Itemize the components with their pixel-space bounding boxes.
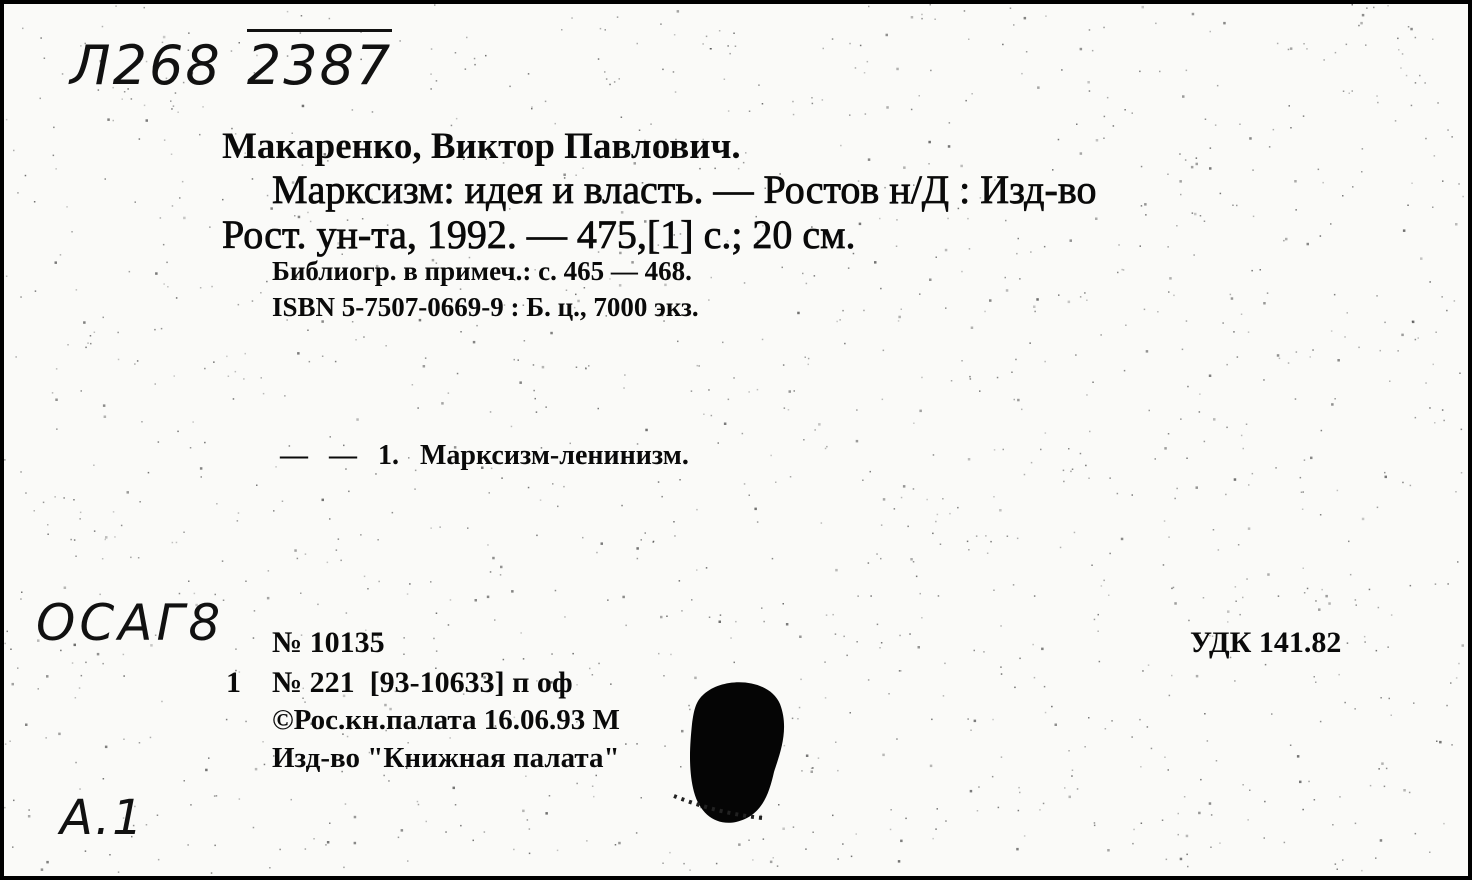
book-chamber-line: ©Рос.кн.палата 16.06.93 М (272, 704, 620, 736)
handwritten-mark: А.1 (60, 790, 145, 846)
copy-count: 1 (226, 666, 241, 699)
udk-code: УДК 141.82 (1190, 626, 1342, 659)
catalog-card (4, 4, 1468, 876)
blot-shape (690, 682, 784, 823)
handwritten-shelf-code: ОСАГ8 (36, 594, 225, 652)
author-heading: Макаренко, Виктор Павлович. (222, 126, 741, 167)
title-line-1: Марксизм: идея и власть. — Ростов н/Д : Изд-во (272, 167, 1097, 212)
record-number-2: № 221 [93-10633] п оф (272, 666, 573, 699)
title-line-2: Рост. ун-та, 1992. — 475,[1] с.; 20 см. (222, 212, 856, 257)
punched-hole-blot (4, 4, 1468, 876)
call-number-prefix: Л268 (70, 34, 222, 97)
bibliography-note: Библиогр. в примеч.: с. 465 — 468. (272, 256, 692, 286)
overlined-number: 2387 (247, 29, 392, 97)
subject-tracing: — — 1. Марксизм-ленинизм. (280, 440, 689, 471)
isbn-line: ISBN 5-7507-0669-9 : Б. ц., 7000 экз. (272, 292, 699, 322)
record-number-1: № 10135 (272, 626, 385, 659)
publisher-line: Изд-во "Книжная палата" (272, 742, 620, 774)
